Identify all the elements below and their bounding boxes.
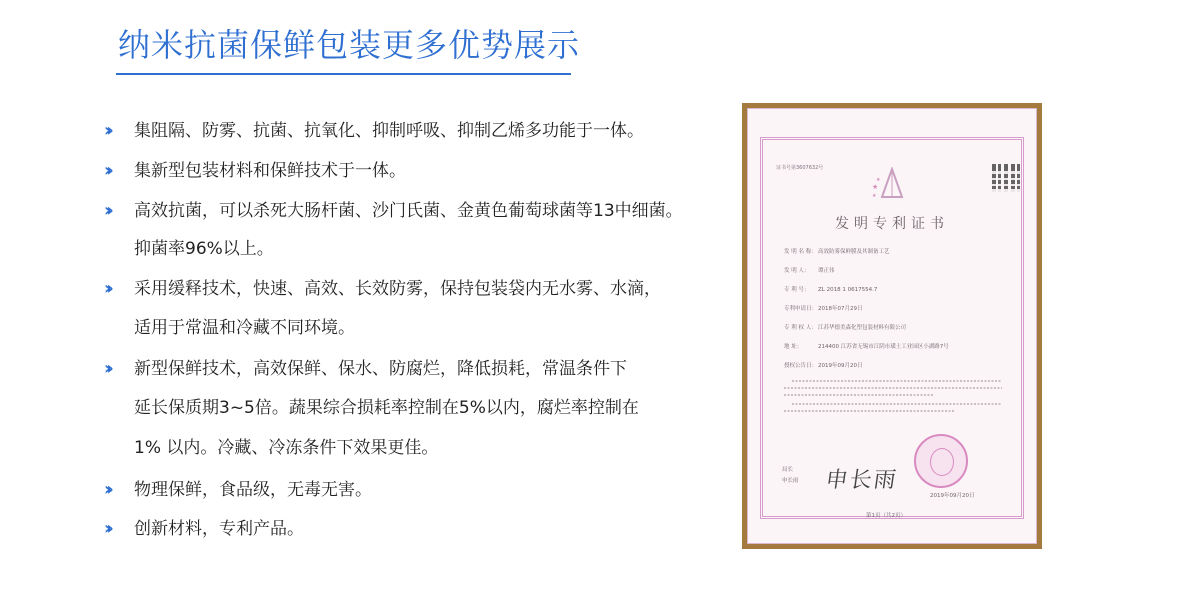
certificate-row: 发 明 人： 谭正伟 (784, 268, 835, 274)
signer-role: 局长 (782, 467, 794, 473)
double-chevron-right-icon: ›› (104, 200, 109, 221)
title-underline (116, 73, 571, 75)
feature-text: 延长保质期3~5倍。蔬果综合损耗率控制在5%以内，腐烂率控制在 (134, 398, 639, 418)
signer-name: 申长雨 (782, 478, 799, 484)
double-chevron-right-icon: ›› (104, 358, 109, 379)
feature-text: 适用于常温和冷藏不同环境。 (134, 318, 355, 338)
certificate-number: 证书号第3607632号 (776, 165, 824, 171)
feature-text: 创新材料，专利产品。 (134, 519, 304, 539)
signature: 申长雨 (823, 468, 900, 493)
double-chevron-right-icon: ›› (104, 278, 109, 299)
patent-certificate (747, 108, 1037, 544)
page-footer: 第1页（共2页） (866, 513, 906, 519)
qr-code-icon (992, 164, 1020, 192)
page-title: 纳米抗菌保鲜包装更多优势展示 (118, 26, 581, 64)
feature-text: 新型保鲜技术，高效保鲜、保水、防腐烂，降低损耗，常温条件下 (134, 359, 627, 379)
patent-certificate-frame (742, 103, 1042, 549)
certificate-row: 专 利 权 人：江苏华德美森化塑包装材料有限公司 (784, 325, 907, 331)
feature-text: 高效抗菌，可以杀死大肠杆菌、沙门氏菌、金黄色葡萄球菌等13中细菌。 (134, 201, 683, 221)
certificate-title: 发明专利证书 (835, 216, 949, 232)
svg-text:★: ★ (872, 193, 877, 199)
feature-text: 物理保鲜，食品级，无毒无害。 (134, 480, 372, 500)
svg-text:★: ★ (876, 177, 881, 183)
certificate-row: 授权公告日：2019年09月20日 (784, 363, 863, 369)
svg-text:★: ★ (872, 183, 879, 191)
patent-office-emblem-icon (868, 167, 916, 201)
certificate-row: 地 址： 214400 江苏省无锡市江阴市璜土工业园区小湖路7号 (784, 344, 949, 350)
feature-text: 采用缓释技术，快速、高效、长效防雾，保持包装袋内无水雾、水滴， (134, 279, 661, 299)
certificate-row: 发 明 名 称：高效防雾保鲜膜及其制备工艺 (784, 249, 890, 255)
feature-text: 抑菌率96%以上。 (134, 239, 274, 259)
feature-text: 1% 以内。冷藏、冷冻条件下效果更佳。 (134, 438, 439, 458)
certificate-row: 专 利 号： ZL 2018 1 0617554.7 (784, 287, 878, 293)
feature-text: 集新型包装材料和保鲜技术于一体。 (134, 161, 406, 181)
certificate-row: 专利申请日：2018年07月29日 (784, 306, 863, 312)
double-chevron-right-icon: ›› (104, 518, 109, 539)
double-chevron-right-icon: ›› (104, 160, 109, 181)
certificate-date: 2019年09月20日 (930, 493, 975, 499)
certificate-body-text (784, 377, 1006, 417)
feature-text: 集阻隔、防雾、抗菌、抗氧化、抑制呼吸、抑制乙烯多功能于一体。 (134, 121, 644, 141)
double-chevron-right-icon: ›› (104, 120, 109, 141)
double-chevron-right-icon: ›› (104, 479, 109, 500)
official-seal-icon (914, 434, 968, 488)
